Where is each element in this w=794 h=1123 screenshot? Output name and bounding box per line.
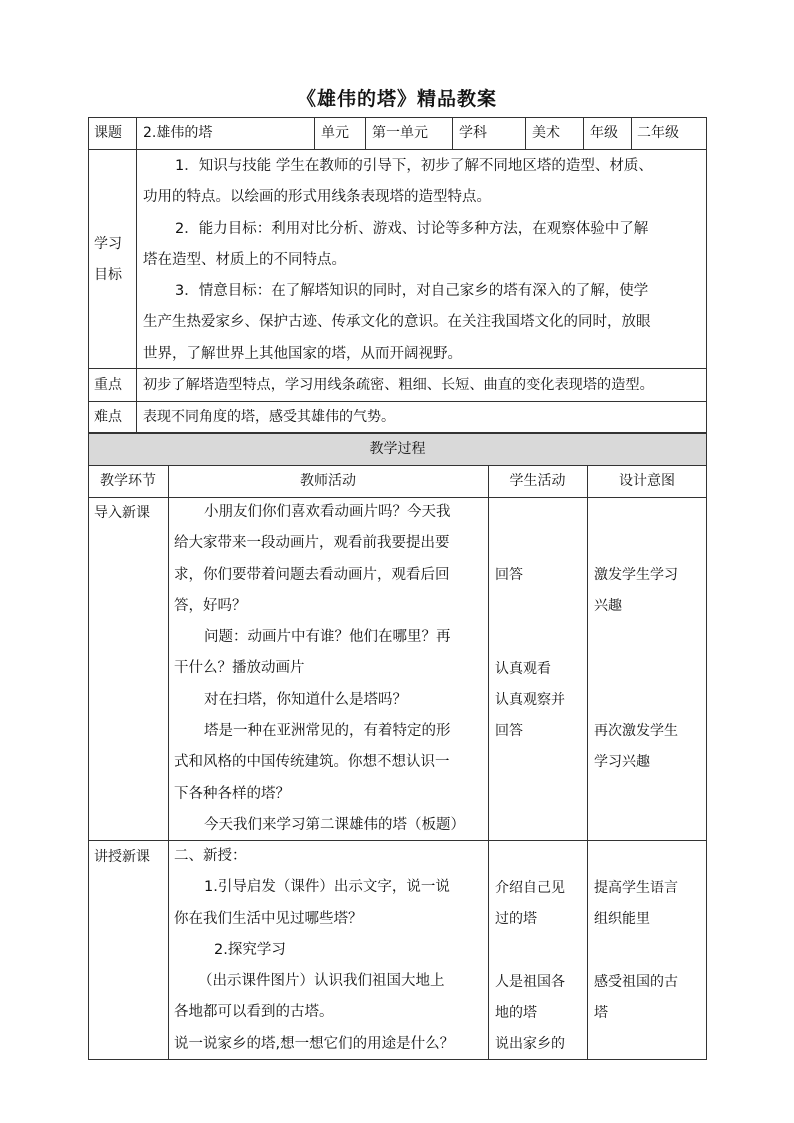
key-point-text: 初步了解塔造型特点，学习用线条疏密、粗细、长短、曲直的变化表现塔的造型。: [143, 377, 654, 393]
new-lesson-student-activity: 地的塔: [495, 1005, 537, 1021]
subject-label: 学科: [459, 125, 487, 141]
new-lesson-student-activity: 介绍自己见: [495, 880, 565, 896]
column-header-student: 学生活动: [509, 473, 566, 489]
new-lesson-design-intent: 塔: [594, 1005, 608, 1021]
objectives-label-line1: 学习: [94, 236, 122, 252]
process-header: 教学过程: [369, 441, 426, 457]
course-value: 2.雄伟的塔: [143, 125, 213, 141]
intro-teacher-line: 求，你们要带着问题去看动画片，观看后回: [174, 566, 450, 583]
new-lesson-teacher-line: 二、新授：: [174, 848, 247, 864]
intro-teacher-line: 问题：动画片中有谁？他们在哪里？再: [204, 629, 451, 646]
objectives-text: [143, 151, 703, 370]
new-lesson-teacher-line: 2.探究学习: [214, 941, 286, 958]
column-header-intent: 设计意图: [619, 473, 675, 489]
stage-intro: 导入新课: [94, 505, 150, 521]
intro-student-activity: 回答: [495, 567, 523, 583]
intro-design-intent: 兴趣: [594, 598, 622, 614]
intro-teacher-line: 给大家带来一段动画片，观看前我要提出要: [174, 535, 450, 552]
intro-design-intent: 激发学生学习: [594, 567, 678, 583]
intro-teacher-line: 小朋友们你们喜欢看动画片吗？今天我: [204, 504, 451, 520]
new-lesson-design-intent: 组织能里: [594, 911, 650, 927]
grade-value: 二年级: [637, 125, 679, 141]
subject-value: 美术: [532, 125, 560, 141]
intro-teacher-line: 对在扫塔，你知道什么是塔吗？: [204, 691, 407, 708]
document-title: 《雄伟的塔》精品教案: [296, 88, 497, 110]
intro-teacher-line: 干什么？播放动画片: [174, 660, 305, 677]
new-lesson-teacher-line: （出示课件图片）认识我们祖国大地上: [198, 973, 445, 990]
grade-label: 年级: [590, 125, 618, 141]
new-lesson-teacher-activity: [174, 841, 486, 1060]
objective-3-line-2: 生产生热爱家乡、保护古迹、传承文化的意识。在关注我国塔文化的同时，放眼: [143, 314, 651, 331]
column-header-teacher: 教师活动: [300, 473, 356, 489]
objective-2-line-1: 2．能力目标：利用对比分析、游戏、讨论等多种方法，在观察体验中了解: [175, 220, 649, 237]
new-lesson-design-intent: 感受祖国的古: [594, 974, 678, 990]
intro-teacher-line: 式和风格的中国传统建筑。你想不想认识一: [174, 754, 450, 771]
objective-1-line-2: 功用的特点。以绘画的形式用线条表现塔的造型特点。: [143, 189, 491, 206]
objective-3-line-1: 3．情意目标：在了解塔知识的同时，对自己家乡的塔有深入的了解，使学: [175, 283, 649, 300]
new-lesson-teacher-line: 说一说家乡的塔,想一想它们的用途是什么？: [174, 1035, 455, 1052]
objective-1-line-1: 1．知识与技能 学生在教师的引导下，初步了解不同地区塔的造型、材质、: [175, 158, 653, 174]
stage-new-lesson: 讲授新课: [94, 849, 150, 865]
intro-design-intent: 学习兴趣: [594, 754, 650, 770]
unit-label: 单元: [321, 125, 349, 141]
objective-2-line-2: 塔在造型、材质上的不同特点。: [143, 251, 346, 268]
objectives-label-line2: 目标: [94, 267, 122, 283]
new-lesson-student-activity: 过的塔: [495, 911, 537, 927]
intro-teacher-line: 答，好吗？: [174, 597, 247, 614]
intro-teacher-line: 今天我们来学习第二课雄伟的塔（板题）: [204, 816, 465, 833]
new-lesson-teacher-line: 1.引导启发（课件）出示文字，说一说: [204, 879, 450, 896]
difficulty-label: 难点: [94, 409, 122, 425]
intro-student-activity: 认真观看: [495, 661, 551, 677]
new-lesson-student-activity: 说出家乡的: [495, 1036, 565, 1052]
intro-student-activity: 认真观察并: [495, 692, 565, 708]
new-lesson-teacher-line: 你在我们生活中见过哪些塔？: [174, 910, 363, 927]
intro-teacher-line: 下各种各样的塔？: [174, 785, 290, 802]
intro-teacher-activity: [174, 497, 486, 841]
key-point-label: 重点: [94, 377, 122, 393]
intro-student-activity: 回答: [495, 723, 523, 739]
course-label: 课题: [94, 125, 122, 141]
new-lesson-design-intent: 提高学生语言: [594, 880, 678, 896]
new-lesson-student-activity: 人是祖国各: [495, 974, 565, 990]
intro-teacher-line: 塔是一种在亚洲常见的，有着特定的形: [204, 723, 451, 740]
unit-value: 第一单元: [372, 125, 428, 141]
column-header-stage: 教学环节: [100, 473, 156, 489]
intro-design-intent: 再次激发学生: [594, 723, 678, 739]
difficulty-text: 表现不同角度的塔，感受其雄伟的气势。: [143, 409, 395, 425]
new-lesson-teacher-line: 各地都可以看到的古塔。: [174, 1004, 334, 1021]
objective-3-line-3: 世界，了解世界上其他国家的塔，从而开阔视野。: [143, 345, 462, 362]
